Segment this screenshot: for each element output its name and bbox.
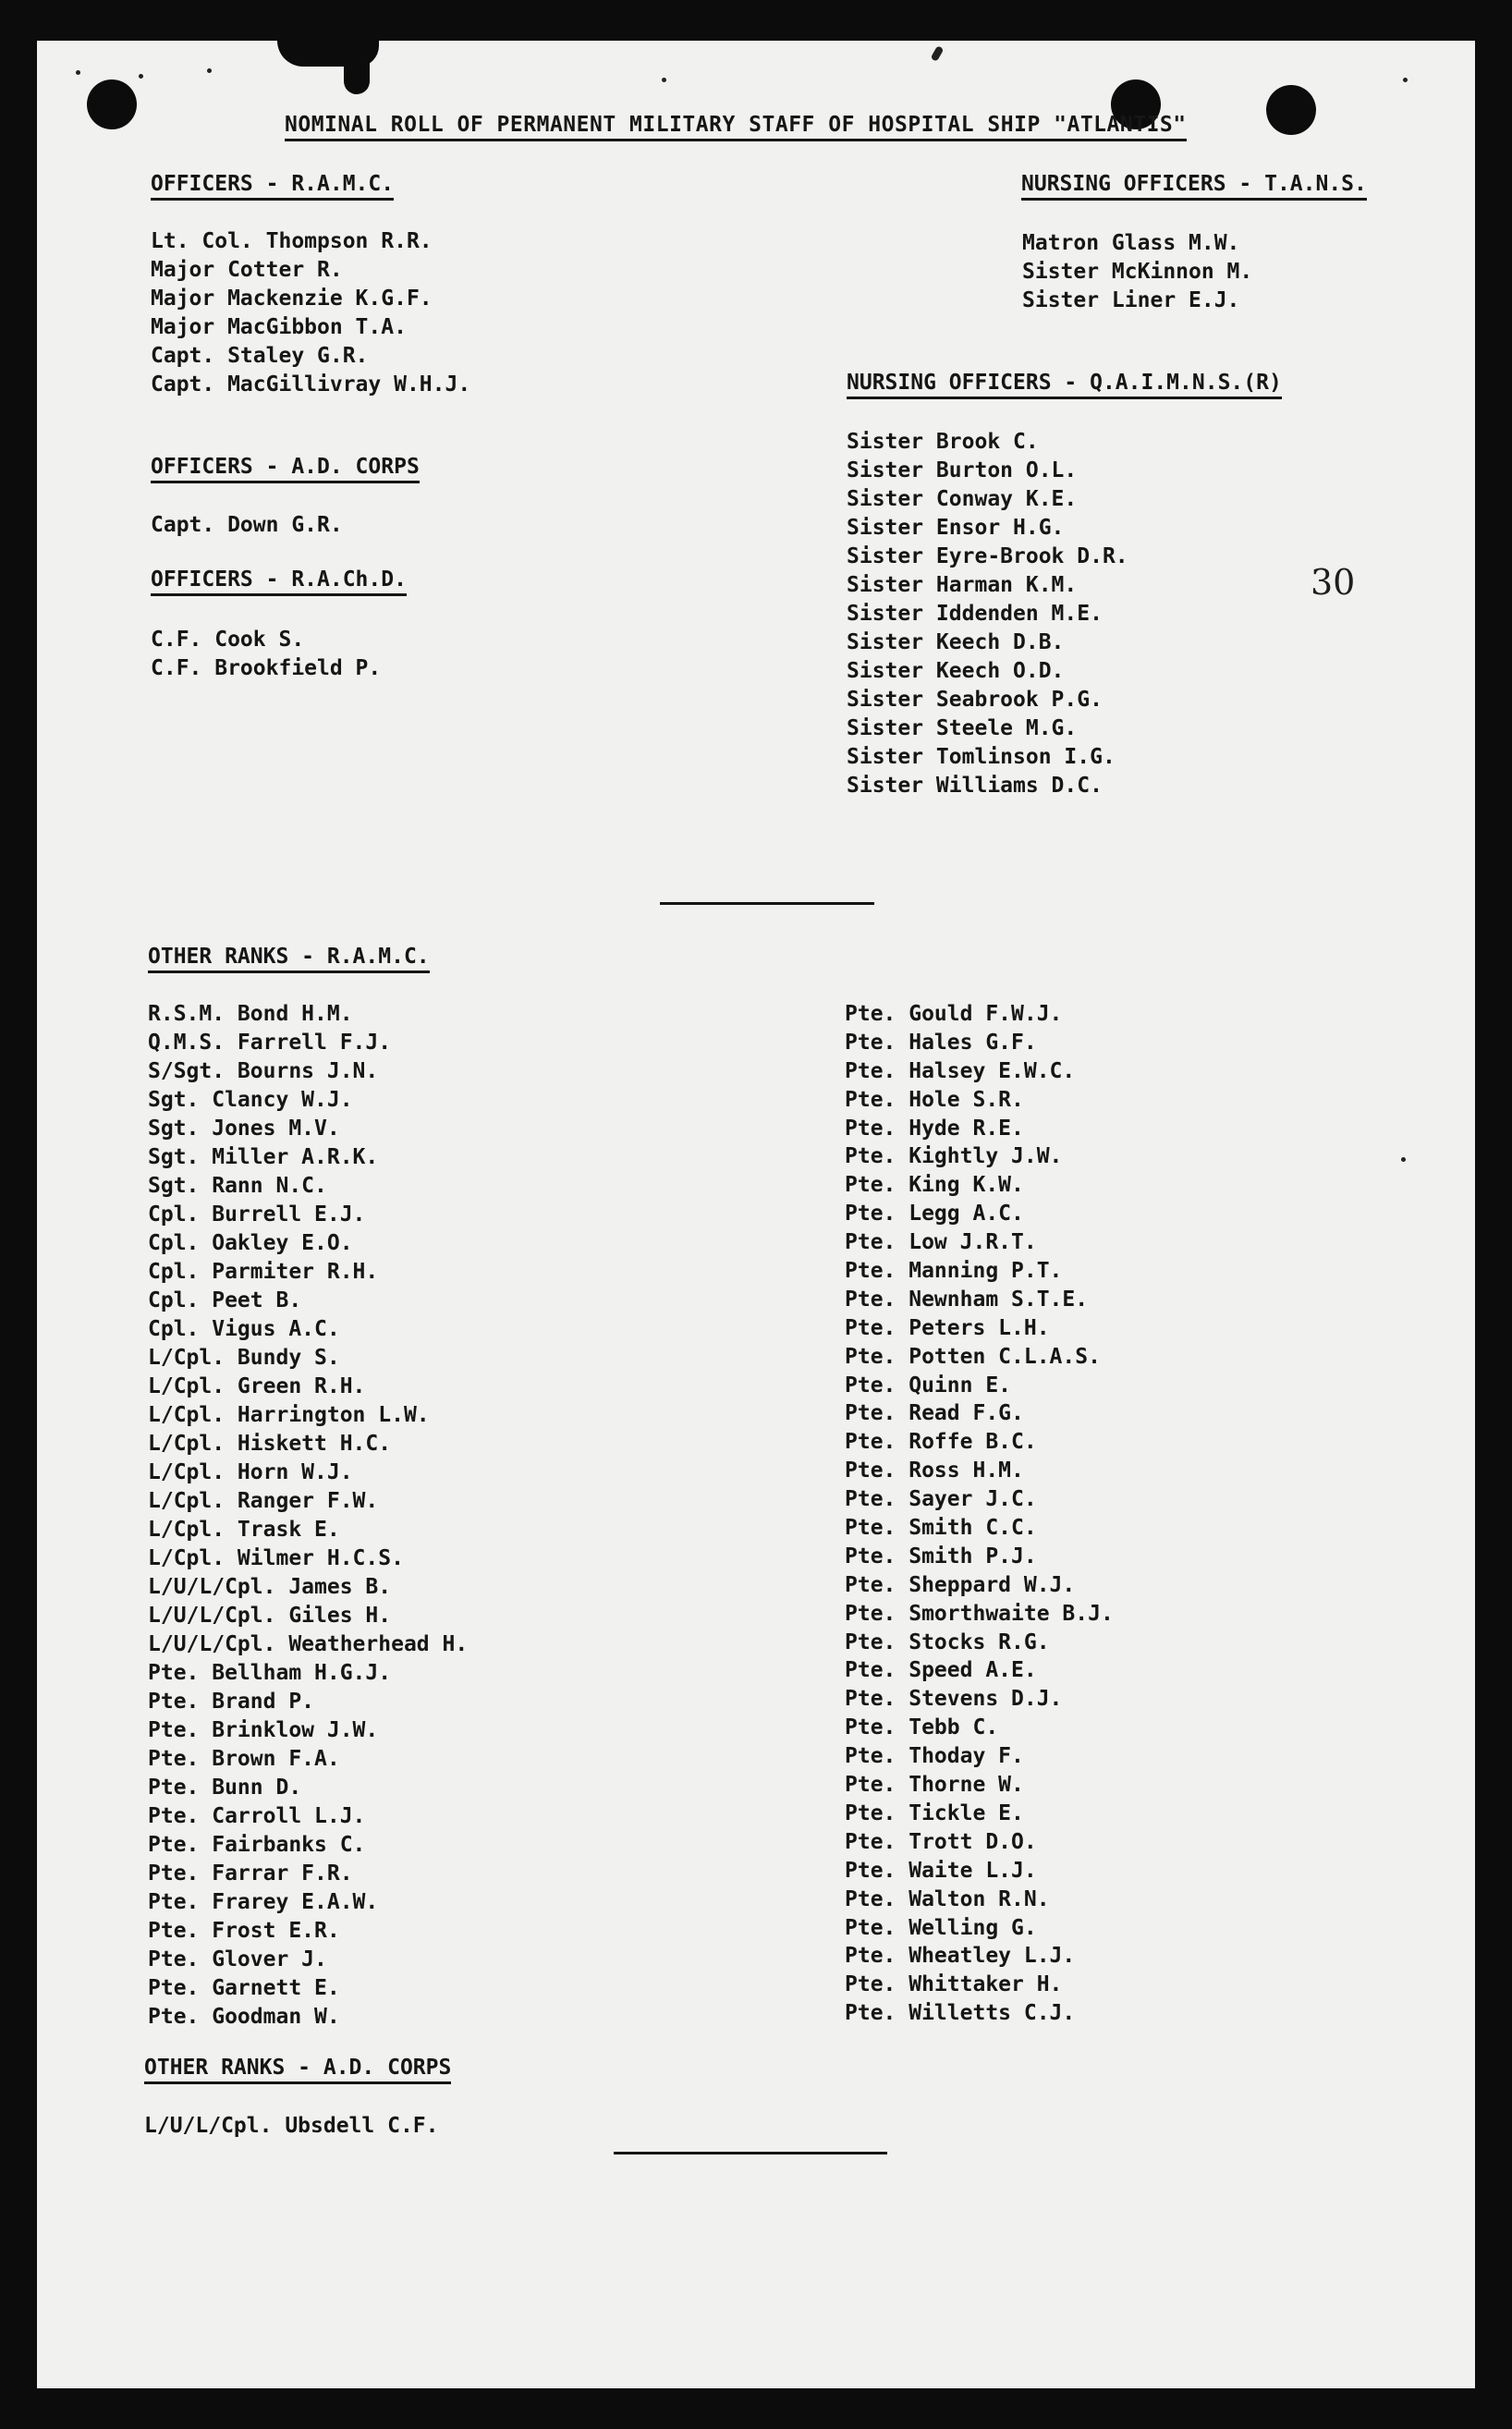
roll-entry: L/Cpl. Wilmer H.C.S. (148, 1546, 404, 1570)
roll-entry: S/Sgt. Bourns J.N. (148, 1059, 379, 1083)
roll-entry: Pte. Stevens D.J. (845, 1687, 1063, 1712)
punch-hole-right (1266, 85, 1316, 135)
section-divider (660, 902, 874, 905)
roll-entry: Sister Steele M.G. (847, 716, 1078, 740)
roll-entry: Pte. Garnett E. (148, 1976, 340, 2000)
roll-entry: R.S.M. Bond H.M. (148, 1002, 353, 1026)
roll-entry: Sgt. Jones M.V. (148, 1117, 340, 1141)
roll-entry: Pte. Goodman W. (148, 2005, 340, 2029)
roll-entry: Pte. Smorthwaite B.J. (845, 1601, 1114, 1626)
roll-entry: Sister Burton O.L. (847, 458, 1078, 482)
roll-entry: Pte. Welling G. (845, 1915, 1037, 1940)
roll-entry: Cpl. Burrell E.J. (148, 1202, 366, 1227)
roll-entry: L/U/L/Cpl. Giles H. (148, 1604, 392, 1628)
roll-entry: Pte. Peters L.H. (845, 1315, 1050, 1340)
roll-entry: Pte. Halsey E.W.C. (845, 1058, 1076, 1083)
roll-entry: Pte. Ross H.M. (845, 1459, 1024, 1483)
roll-entry: Pte. Hole S.R. (845, 1087, 1024, 1112)
roll-entry: Matron Glass M.W. (1022, 231, 1240, 255)
roll-entry: C.F. Cook S. (151, 628, 305, 652)
heading-officers-ramc: OFFICERS - R.A.M.C. (151, 172, 394, 201)
roll-entry: Sister Liner E.J. (1022, 288, 1240, 312)
roll-entry: Pte. Wheatley L.J. (845, 1944, 1076, 1969)
roll-entry: Pte. Read F.G. (845, 1401, 1024, 1426)
roll-entry: Pte. Thoday F. (845, 1744, 1024, 1769)
roll-entry: Pte. Whittaker H. (845, 1972, 1063, 1997)
roll-entry: Pte. Speed A.E. (845, 1658, 1037, 1683)
roll-entry: Pte. Smith P.J. (845, 1544, 1037, 1568)
roll-entry: Pte. Tebb C. (845, 1715, 999, 1740)
roll-entry: Pte. Roffe B.C. (845, 1430, 1037, 1455)
roll-entry: Sister Keech D.B. (847, 630, 1065, 654)
roll-entry: Pte. Kightly J.W. (845, 1144, 1063, 1169)
roll-entry: L/Cpl. Ranger F.W. (148, 1489, 379, 1513)
officers-ramc-list (151, 227, 470, 399)
roll-entry: Pte. Sheppard W.J. (845, 1572, 1076, 1597)
roll-entry: Pte. Hyde R.E. (845, 1116, 1024, 1141)
end-divider (614, 2152, 887, 2154)
roll-entry: Major Cotter R. (151, 258, 343, 282)
heading-officers-ad-corps: OFFICERS - A.D. CORPS (151, 455, 420, 483)
roll-entry: Pte. Newnham S.T.E. (845, 1287, 1089, 1312)
roll-entry: Capt. Down G.R. (151, 513, 343, 537)
roll-entry: L/Cpl. Horn W.J. (148, 1460, 353, 1484)
roll-entry: Sister Ensor H.G. (847, 516, 1065, 540)
roll-entry: Cpl. Peet B. (148, 1288, 302, 1312)
roll-entry: Cpl. Parmiter R.H. (148, 1260, 379, 1284)
document-title: NOMINAL ROLL OF PERMANENT MILITARY STAFF OF HOSPITAL SHIP "ATLANTIS" (285, 113, 1187, 141)
roll-entry: Pte. Waite L.J. (845, 1858, 1037, 1883)
roll-entry: Pte. Tickle E. (845, 1800, 1024, 1825)
roll-entry: Pte. Stocks R.G. (845, 1630, 1050, 1654)
roll-entry: Sister Eyre-Brook D.R. (847, 544, 1128, 568)
roll-entry: Sgt. Miller A.R.K. (148, 1145, 379, 1169)
roll-entry: Pte. Willetts C.J. (845, 2001, 1076, 2026)
roll-entry: Pte. Bellham H.G.J. (148, 1661, 392, 1685)
roll-entry: Pte. Glover J. (148, 1947, 327, 1971)
roll-entry: Sister Brook C. (847, 430, 1039, 454)
roll-entry: Cpl. Oakley E.O. (148, 1231, 353, 1255)
roll-entry: Pte. Brown F.A. (148, 1747, 340, 1771)
roll-entry: Pte. Brand P. (148, 1690, 315, 1714)
roll-entry: Pte. Quinn E. (845, 1373, 1012, 1398)
roll-entry: Major MacGibbon T.A. (151, 315, 407, 339)
roll-entry: Sgt. Rann N.C. (148, 1174, 327, 1198)
roll-entry: Pte. Frarey E.A.W. (148, 1890, 379, 1914)
other-ranks-ramc-left-list (148, 1000, 468, 2032)
roll-entry: Pte. Manning P.T. (845, 1259, 1063, 1284)
roll-entry: Pte. Fairbanks C. (148, 1833, 366, 1857)
heading-nursing-qaimns: NURSING OFFICERS - Q.A.I.M.N.S.(R) (847, 371, 1282, 399)
roll-entry: Pte. Trott D.O. (845, 1829, 1037, 1854)
heading-officers-rachd: OFFICERS - R.A.Ch.D. (151, 568, 407, 596)
roll-entry: Sgt. Clancy W.J. (148, 1088, 353, 1112)
roll-entry: Cpl. Vigus A.C. (148, 1317, 340, 1341)
roll-entry: L/U/L/Cpl. James B. (148, 1575, 392, 1599)
roll-entry: Capt. MacGillivray W.H.J. (151, 372, 471, 397)
nursing-qaimns-list (847, 428, 1128, 800)
roll-entry: Sister Seabrook P.G. (847, 688, 1103, 712)
roll-entry: Pte. Hales G.F. (845, 1030, 1037, 1055)
heading-other-ranks-ad-corps: OTHER RANKS - A.D. CORPS (144, 2056, 451, 2084)
roll-entry: Pte. Gould F.W.J. (845, 1002, 1063, 1026)
roll-entry: Pte. Walton R.N. (845, 1886, 1050, 1911)
roll-entry: Pte. Smith C.C. (845, 1516, 1037, 1541)
torn-edge (344, 55, 370, 94)
roll-entry: Lt. Col. Thompson R.R. (151, 229, 433, 253)
officers-ad-corps-list (151, 511, 343, 540)
roll-entry: Sister Williams D.C. (847, 774, 1103, 798)
page-number: 30 (1311, 562, 1356, 603)
roll-entry: Pte. Low J.R.T. (845, 1230, 1037, 1255)
roll-entry: Pte. Thorne W. (845, 1773, 1024, 1798)
roll-entry: Pte. King K.W. (845, 1173, 1024, 1198)
roll-entry: Q.M.S. Farrell F.J. (148, 1031, 392, 1055)
roll-entry: Pte. Farrar F.R. (148, 1861, 353, 1886)
heading-nursing-tans: NURSING OFFICERS - T.A.N.S. (1021, 172, 1367, 201)
roll-entry: Capt. Staley G.R. (151, 344, 369, 368)
roll-entry: Pte. Carroll L.J. (148, 1804, 366, 1828)
roll-entry: Sister Harman K.M. (847, 573, 1078, 597)
roll-entry: Pte. Frost E.R. (148, 1919, 340, 1943)
roll-entry: Sister Keech O.D. (847, 659, 1065, 683)
heading-other-ranks-ramc: OTHER RANKS - R.A.M.C. (148, 945, 430, 973)
roll-entry: Pte. Sayer J.C. (845, 1487, 1037, 1512)
officers-rachd-list (151, 626, 381, 683)
roll-entry: L/Cpl. Green R.H. (148, 1374, 366, 1398)
nursing-tans-list (1022, 229, 1252, 315)
roll-entry: C.F. Brookfield P. (151, 656, 382, 680)
roll-entry: Pte. Bunn D. (148, 1776, 302, 1800)
roll-entry: Sister Tomlinson I.G. (847, 745, 1116, 769)
roll-entry: Pte. Brinklow J.W. (148, 1718, 379, 1742)
roll-entry: Sister Iddenden M.E. (847, 602, 1103, 626)
roll-entry: L/Cpl. Trask E. (148, 1518, 340, 1542)
roll-entry: L/Cpl. Bundy S. (148, 1346, 340, 1370)
roll-entry: Pte. Potten C.L.A.S. (845, 1344, 1101, 1369)
roll-entry: Sister McKinnon M. (1022, 260, 1253, 284)
roll-entry: L/U/L/Cpl. Ubsdell C.F. (144, 2114, 439, 2138)
roll-entry: L/U/L/Cpl. Weatherhead H. (148, 1632, 469, 1656)
other-ranks-ramc-right-list (845, 1000, 1114, 2028)
other-ranks-ad-corps-list (144, 2112, 439, 2141)
roll-entry: L/Cpl. Harrington L.W. (148, 1403, 430, 1427)
roll-entry: Pte. Legg A.C. (845, 1202, 1024, 1227)
punch-hole-left (87, 79, 137, 129)
roll-entry: L/Cpl. Hiskett H.C. (148, 1432, 392, 1456)
roll-entry: Major Mackenzie K.G.F. (151, 287, 433, 311)
roll-entry: Sister Conway K.E. (847, 487, 1078, 511)
